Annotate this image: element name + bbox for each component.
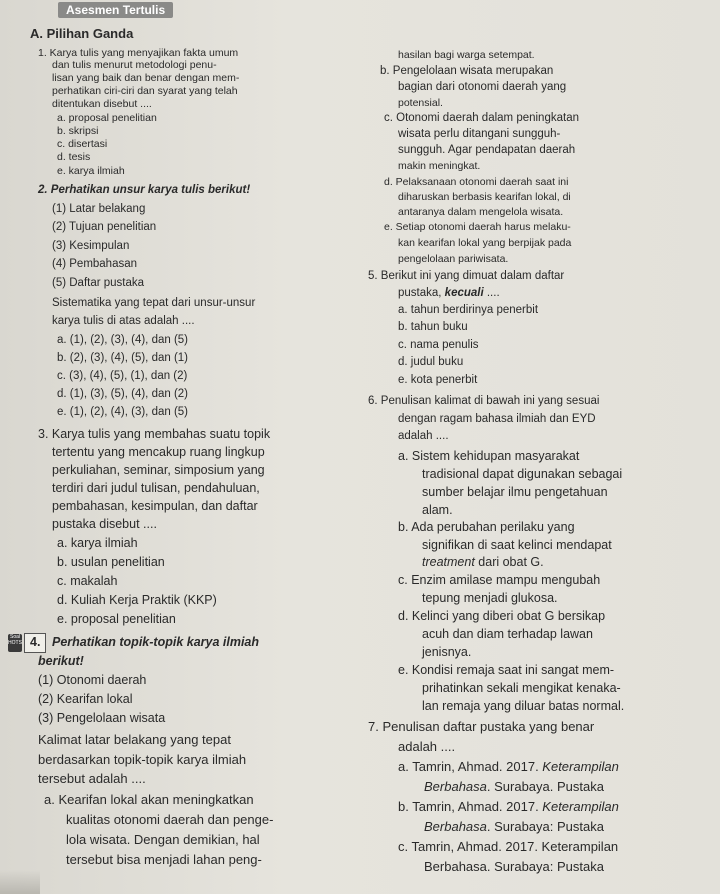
- q7-option-a[interactable]: a. Tamrin, Ahmad. 2017. Keterampilan: [398, 759, 619, 774]
- q5-option[interactable]: d. judul buku: [398, 356, 464, 368]
- q6-stem: adalah ....: [398, 430, 449, 442]
- q4-option-a[interactable]: a. Kearifan lokal akan meningkatkan: [44, 792, 254, 807]
- q5-option[interactable]: e. kota penerbit: [398, 374, 478, 386]
- q6-stem: 6. Penulisan kalimat di bawah ini yang sesuai: [368, 395, 600, 407]
- q2-item: (2) Tujuan penelitian: [52, 221, 157, 233]
- q3-option[interactable]: a. karya ilmiah: [57, 536, 138, 550]
- q1-option[interactable]: c. disertasi: [57, 138, 108, 150]
- q3-line: perkuliahan, seminar, simposium yang: [52, 463, 265, 477]
- q6-option-c[interactable]: tepung menjadi glukosa.: [422, 591, 558, 605]
- q2-item: (1) Latar belakang: [52, 203, 146, 215]
- q4-number: 4.: [30, 635, 41, 649]
- q1-line: ditentukan disebut ....: [52, 98, 152, 110]
- page-shadow: [0, 870, 40, 894]
- q2-item: (4) Pembahasan: [52, 258, 138, 270]
- q3-line: pembahasan, kesimpulan, dan daftar: [52, 499, 258, 513]
- q1-line: lisan yang baik dan benar dengan mem-: [52, 72, 240, 84]
- q4-option-d[interactable]: d. Pelaksanaan otonomi daerah saat ini: [384, 176, 569, 188]
- q4-line: Kalimat latar belakang yang tepat: [38, 732, 231, 747]
- q7-option-c[interactable]: Berbahasa. Surabaya: Pustaka: [424, 859, 604, 874]
- q4-option-b[interactable]: bagian dari otonomi daerah yang: [398, 81, 567, 93]
- q2-option[interactable]: a. (1), (2), (3), (4), dan (5): [57, 334, 189, 346]
- q5-option[interactable]: b. tahun buku: [398, 321, 468, 333]
- q4-line: berdasarkan topik-topik karya ilmiah: [38, 752, 247, 767]
- q6-option-a[interactable]: alam.: [422, 503, 453, 517]
- q6-option-b[interactable]: treatment dari obat G.: [422, 555, 544, 569]
- q6-option-e[interactable]: prihatinkan sekali mengikat kenaka-: [422, 681, 621, 695]
- q2-item: (3) Kesimpulan: [52, 240, 130, 252]
- q7-option-a[interactable]: Berbahasa. Surabaya. Pustaka: [424, 779, 604, 794]
- q4-option-e[interactable]: pengelolaan pariwisata.: [398, 253, 509, 265]
- q4-option-c[interactable]: makin meningkat.: [398, 160, 481, 172]
- q3-option[interactable]: e. proposal penelitian: [57, 612, 176, 626]
- q2-option[interactable]: e. (1), (2), (4), (3), dan (5): [57, 406, 189, 418]
- q5-stem: pustaka, kecuali ....: [398, 287, 500, 299]
- q6-option-d[interactable]: jenisnya.: [422, 645, 472, 659]
- q7-option-b[interactable]: Berbahasa. Surabaya: Pustaka: [424, 819, 604, 834]
- q3-line: tertentu yang mencakup ruang lingkup: [52, 445, 265, 459]
- q1-option[interactable]: b. skripsi: [57, 125, 99, 137]
- q2-option[interactable]: c. (3), (4), (5), (1), dan (2): [57, 370, 188, 382]
- q4-a-tail: hasilan bagi warga setempat.: [398, 49, 535, 61]
- q5-option[interactable]: c. nama penulis: [398, 339, 479, 351]
- q6-option-d[interactable]: acuh dan diam terhadap lawan: [422, 627, 593, 641]
- q2-stem: 2. Perhatikan unsur karya tulis berikut!: [38, 184, 251, 196]
- q2-option[interactable]: b. (2), (3), (4), (5), dan (1): [57, 352, 189, 364]
- q4-option-c[interactable]: wisata perlu ditangani sungguh-: [398, 128, 561, 140]
- q6-option-a[interactable]: a. Sistem kehidupan masyarakat: [398, 449, 580, 463]
- q4-option-b[interactable]: potensial.: [398, 97, 443, 109]
- q6-stem: dengan ragam bahasa ilmiah dan EYD: [398, 413, 596, 425]
- q4-option-a[interactable]: kualitas otonomi daerah dan penge-: [66, 812, 274, 827]
- q2-option[interactable]: d. (1), (3), (5), (4), dan (2): [57, 388, 189, 400]
- q3-line: 3. Karya tulis yang membahas suatu topik: [38, 427, 271, 441]
- q4-option-c[interactable]: sungguh. Agar pendapatan daerah: [398, 144, 576, 156]
- q6-option-e[interactable]: lan remaja yang diluar batas normal.: [422, 699, 625, 713]
- section-title: A. Pilihan Ganda: [30, 26, 134, 41]
- q4-option-e[interactable]: e. Setiap otonomi daerah harus melaku-: [384, 221, 571, 233]
- q3-line: pustaka disebut ....: [52, 517, 157, 531]
- q3-option[interactable]: b. usulan penelitian: [57, 555, 165, 569]
- q1-line: dan tulis menurut metodologi penu-: [52, 59, 217, 71]
- q4-option-a[interactable]: tersebut bisa menjadi lahan peng-: [66, 852, 262, 867]
- q2-line: Sistematika yang tepat dari unsur-unsur: [52, 297, 256, 309]
- q4-line: tersebut adalah ....: [38, 771, 146, 786]
- q6-option-d[interactable]: d. Kelinci yang diberi obat G bersikap: [398, 609, 606, 623]
- q4-stem: berikut!: [38, 654, 84, 668]
- q4-option-d[interactable]: antaranya dalam mengelola wisata.: [398, 206, 564, 218]
- q3-line: terdiri dari judul tulisan, pendahuluan,: [52, 481, 260, 495]
- hots-badge: Soal HOTS: [8, 634, 22, 652]
- q4-item: (2) Kearifan lokal: [38, 692, 133, 706]
- q4-option-c[interactable]: c. Otonomi daerah dalam peningkatan: [384, 112, 579, 124]
- q4-option-e[interactable]: kan kearifan lokal yang berpijak pada: [398, 237, 572, 249]
- q6-option-e[interactable]: e. Kondisi remaja saat ini sangat mem-: [398, 663, 615, 677]
- q4-option-b[interactable]: b. Pengelolaan wisata merupakan: [380, 65, 554, 77]
- q6-option-a[interactable]: sumber belajar ilmu pengetahuan: [422, 485, 608, 499]
- q1-line: 1. Karya tulis yang menyajikan fakta umum: [38, 47, 239, 59]
- q4-item: (1) Otonomi daerah: [38, 673, 147, 687]
- q6-option-b[interactable]: b. Ada perubahan perilaku yang: [398, 520, 575, 534]
- q4-stem: Perhatikan topik-topik karya ilmiah: [52, 635, 260, 649]
- q1-option[interactable]: d. tesis: [57, 151, 91, 163]
- q1-line: perhatikan ciri-ciri dan syarat yang telah: [52, 85, 238, 97]
- q7-option-b[interactable]: b. Tamrin, Ahmad. 2017. Keterampilan: [398, 799, 619, 814]
- q3-option[interactable]: c. makalah: [57, 574, 118, 588]
- section-tab: Asesmen Tertulis: [58, 2, 173, 18]
- q2-item: (5) Daftar pustaka: [52, 277, 145, 289]
- q3-option[interactable]: d. Kuliah Kerja Praktik (KKP): [57, 593, 217, 607]
- q5-stem: 5. Berikut ini yang dimuat dalam daftar: [368, 270, 565, 282]
- q4-item: (3) Pengelolaan wisata: [38, 711, 166, 725]
- q6-option-a[interactable]: tradisional dapat digunakan sebagai: [422, 467, 623, 481]
- q1-option[interactable]: e. karya ilmiah: [57, 165, 125, 177]
- q5-option[interactable]: a. tahun berdirinya penerbit: [398, 304, 539, 316]
- q7-stem: 7. Penulisan daftar pustaka yang benar: [368, 719, 595, 734]
- q7-option-c[interactable]: c. Tamrin, Ahmad. 2017. Keterampilan: [398, 839, 619, 854]
- q4-option-d[interactable]: diharuskan berbasis kearifan lokal, di: [398, 191, 571, 203]
- q7-stem: adalah ....: [398, 739, 456, 754]
- q1-option[interactable]: a. proposal penelitian: [57, 112, 157, 124]
- q2-line: karya tulis di atas adalah ....: [52, 315, 195, 327]
- q4-option-a[interactable]: lola wisata. Dengan demikian, hal: [66, 832, 260, 847]
- q6-option-b[interactable]: signifikan di saat kelinci mendapat: [422, 538, 612, 552]
- q6-option-c[interactable]: c. Enzim amilase mampu mengubah: [398, 573, 601, 587]
